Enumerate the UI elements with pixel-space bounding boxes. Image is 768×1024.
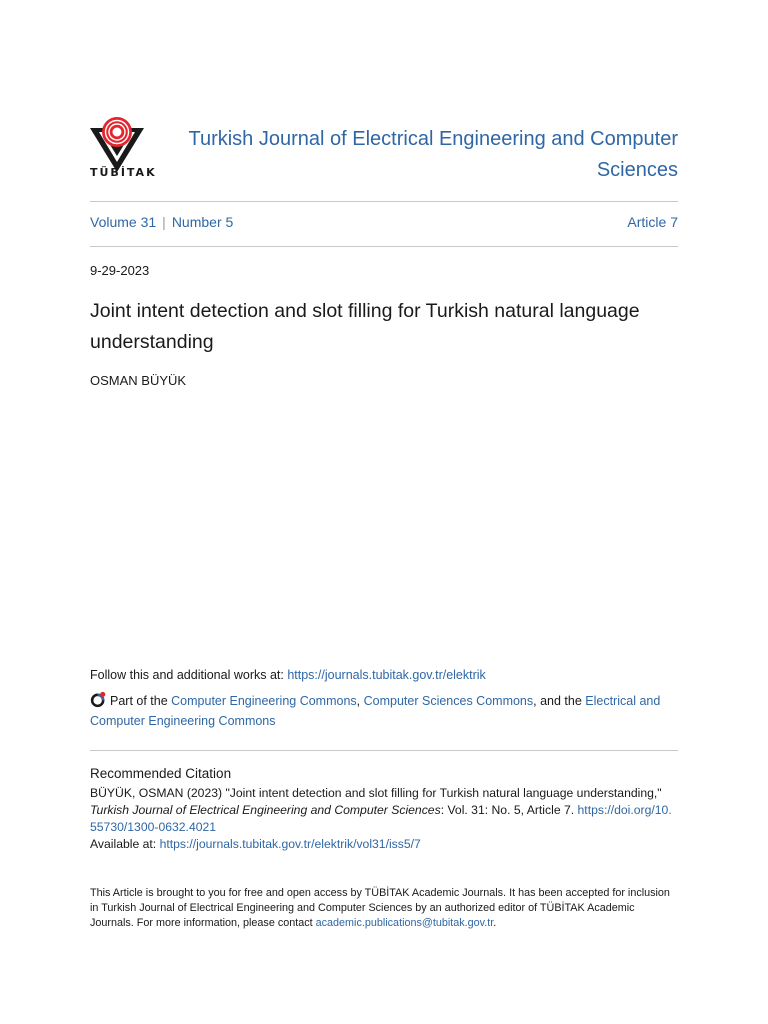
article-link[interactable]: Article 7	[627, 214, 678, 230]
contact-email-link[interactable]: academic.publications@tubitak.gov.tr	[315, 917, 494, 929]
follow-link[interactable]: https://journals.tubitak.gov.tr/elektrik	[287, 668, 486, 682]
citation-volume: : Vol. 31: No. 5, Article 7.	[440, 803, 578, 817]
commons-link-computer-engineering[interactable]: Computer Engineering Commons	[171, 694, 357, 708]
follow-line	[90, 668, 486, 682]
logo-wordmark: TÜBİTAK	[90, 166, 157, 179]
divider	[90, 246, 678, 247]
open-access-icon	[90, 691, 107, 708]
available-at-link[interactable]: https://journals.tubitak.gov.tr/elektrik/vol31/iss5/7	[159, 837, 421, 851]
part-of-prefix: Part of the	[110, 694, 172, 708]
author-name: OSMAN BÜYÜK	[90, 373, 187, 388]
divider	[90, 750, 678, 751]
issue-bar	[90, 214, 678, 230]
commons-link-computer-sciences[interactable]: Computer Sciences Commons	[363, 694, 534, 708]
number-link[interactable]: Number 5	[171, 214, 234, 230]
notice-text: This Article is brought to you for free and open access by TÜBİTAK Academic Journals. It has been accepted for inclusion in Turkish Journal of Electrical Engineering and Computer Sciences by an authorized editor of TÜBİTAK Academic Journals. For more information, please contact	[90, 887, 670, 929]
article-title: Joint intent detection and slot filling for Turkish natural language understanding	[90, 300, 640, 353]
available-at-label: Available at:	[90, 837, 160, 851]
notice-end: .	[493, 917, 497, 929]
citation-text: BÜYÜK, OSMAN (2023) "Joint intent detection and slot filling for Turkish natural language understanding,"	[90, 786, 662, 800]
citation-block	[90, 785, 678, 853]
separator: |	[162, 214, 166, 230]
follow-text: Follow this and additional works at:	[90, 668, 288, 682]
volume-link[interactable]: Volume 31	[90, 214, 157, 230]
commons-link-electrical-computer-engineering[interactable]: Electrical and Computer Engineering Commons	[90, 694, 661, 728]
journal-title-link[interactable]: Turkish Journal of Electrical Engineering and Computer Sciences	[188, 128, 678, 181]
part-of-line	[90, 691, 678, 731]
divider	[90, 201, 678, 202]
citation-journal: Turkish Journal of Electrical Engineering and Computer Sciences	[90, 803, 441, 817]
part-of-sep: ,	[356, 694, 364, 708]
access-notice	[90, 886, 678, 931]
recommended-citation-heading: Recommended Citation	[90, 766, 232, 781]
publication-date: 9-29-2023	[90, 263, 150, 278]
doi-link[interactable]: https://doi.org/10.55730/1300-0632.4021	[90, 803, 672, 834]
part-of-sep: , and the	[533, 694, 586, 708]
cover-page	[90, 0, 678, 1024]
